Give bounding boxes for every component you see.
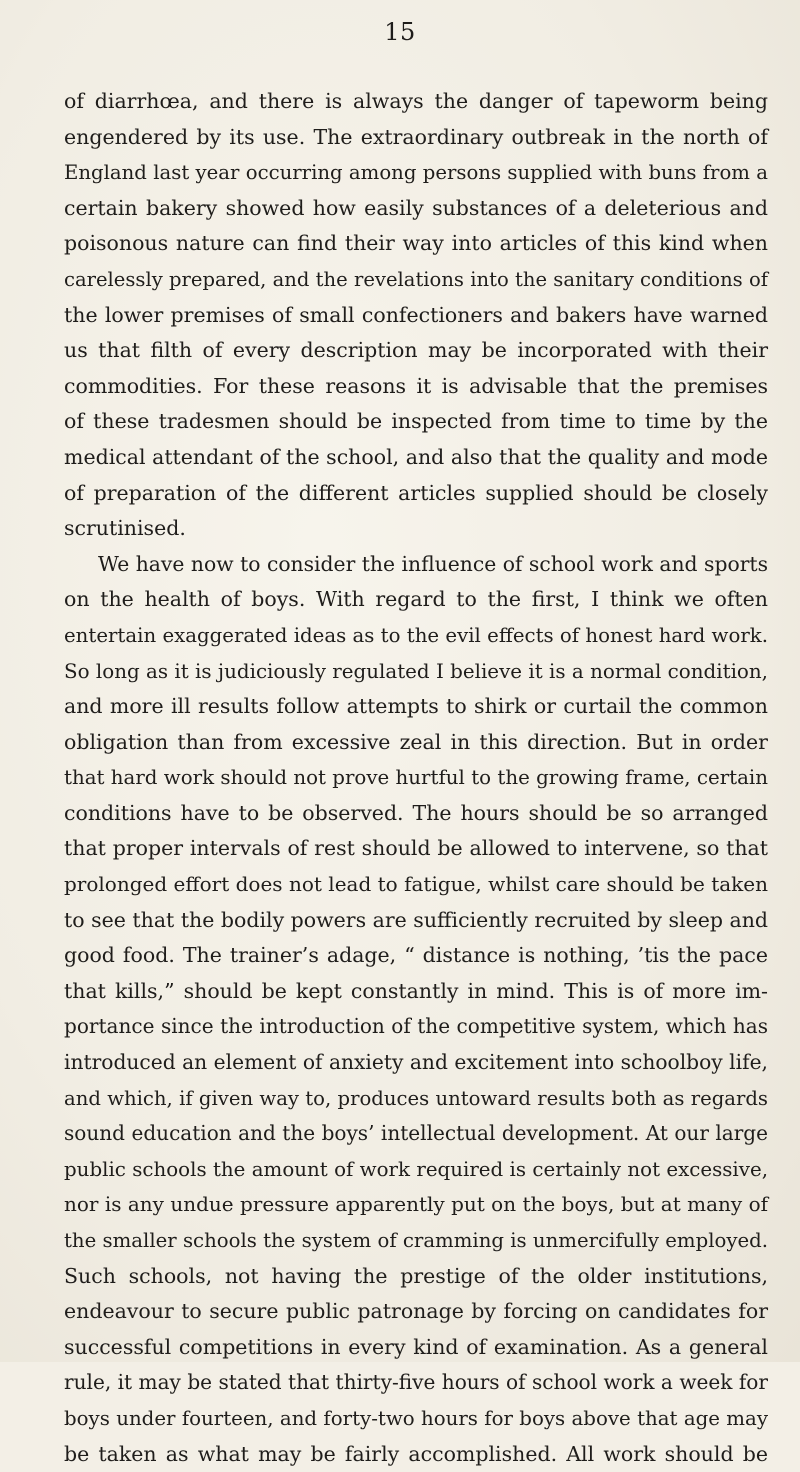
text-line: medical attendant of the school, and also that the quality and mode	[64, 444, 768, 469]
text-line: public schools the amount of work required is certainly not excessive,	[64, 1157, 768, 1181]
body-text	[64, 84, 768, 1472]
text-line: good food. The trainer’s adage, “ distance is nothing, ’tis the pace	[64, 943, 768, 968]
text-line: of preparation of the different articles supplied should be closely	[64, 480, 768, 505]
text-line: England last year occurring among persons supplied with buns from a	[64, 161, 768, 185]
text-line: to see that the bodily powers are sufficiently recruited by sleep and	[64, 907, 768, 932]
text-line: prolonged effort does not lead to fatigue, whilst care should be taken	[64, 872, 768, 897]
page-number: 15	[384, 18, 416, 46]
text-line: successful competitions in every kind of examination. As a general	[64, 1334, 768, 1359]
text-line: rule, it may be stated that thirty-five hours of school work a week for	[64, 1370, 768, 1395]
text-line: nor is any undue pressure apparently put on the boys, but at many of	[64, 1192, 768, 1217]
text-line: endeavour to secure public patronage by forcing on candidates for	[64, 1299, 768, 1324]
text-line: and more ill results follow attempts to shirk or curtail the common	[64, 694, 768, 719]
text-line: portance since the introduction of the competitive system, which has	[64, 1014, 768, 1039]
text-line: So long as it is judiciously regulated I believe it is a normal condition,	[64, 659, 768, 683]
text-line: and which, if given way to, produces untoward results both as regards	[64, 1086, 768, 1110]
text-line: obligation than from excessive zeal in this direction. But in order	[64, 729, 768, 754]
text-line: of these tradesmen should be inspected from time to time by the	[64, 409, 768, 434]
text-line: certain bakery showed how easily substances of a deleterious and	[64, 195, 768, 220]
text-line: entertain exaggerated ideas as to the evil effects of honest hard work.	[64, 623, 768, 647]
text-line: carelessly prepared, and the revelations into the sanitary conditions of	[64, 267, 768, 291]
text-line: us that filth of every description may be incorporated with their	[64, 338, 768, 363]
text-line: scrutinised.	[64, 516, 186, 541]
text-line: the smaller schools the system of cramming is unmercifully employed.	[64, 1229, 768, 1252]
text-line: commodities. For these reasons it is advisable that the premises	[64, 373, 768, 398]
text-line: conditions have to be observed. The hours should be so arranged	[64, 800, 768, 825]
text-line: on the health of boys. With regard to the first, I think we often	[64, 587, 768, 612]
text-line: engendered by its use. The extraordinary outbreak in the north of	[64, 124, 768, 149]
text-line: be taken as what may be fairly accomplished. All work should be	[64, 1441, 768, 1466]
text-line: boys under fourteen, and forty-two hours for boys above that age may	[64, 1406, 768, 1430]
text-line: Such schools, not having the prestige of the older institutions,	[64, 1263, 768, 1288]
text-line: the lower premises of small confectioners and bakers have warned	[64, 302, 768, 327]
text-line: sound education and the boys’ intellectual development. At our large	[64, 1121, 768, 1146]
text-line: of diarrhœa, and there is always the danger of tapeworm being	[64, 89, 768, 113]
text-line: that hard work should not prove hurtful to the growing frame, certain	[64, 766, 768, 790]
text-line: that kills,” should be kept constantly in mind. This is of more im-	[64, 978, 768, 1003]
text-line: poisonous nature can find their way into articles of this kind when	[64, 231, 768, 256]
text-line: that proper intervals of rest should be allowed to intervene, so that	[64, 836, 768, 861]
text-line: We have now to consider the influence of school work and sports	[98, 551, 768, 576]
text-line: introduced an element of anxiety and excitement into schoolboy life,	[64, 1050, 768, 1075]
